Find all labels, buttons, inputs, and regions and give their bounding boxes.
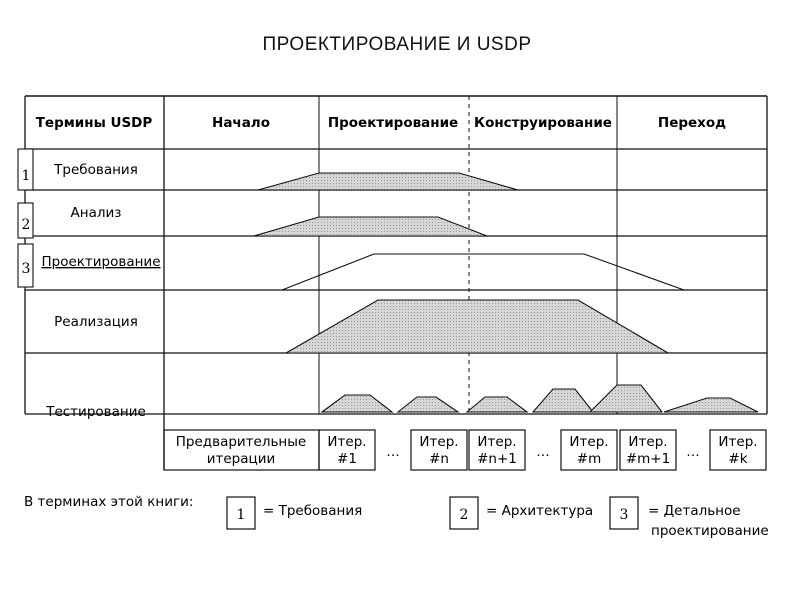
iteration-m-label: Итер. xyxy=(569,434,609,450)
iteration-n-label: Итер. xyxy=(419,434,459,450)
row-number-3: 3 xyxy=(21,261,31,277)
row-label-design: Проектирование xyxy=(41,254,161,270)
testing-hump-2 xyxy=(398,397,458,412)
preliminary-iterations-line2: итерации xyxy=(206,451,276,467)
testing-hump-4 xyxy=(533,389,593,412)
iteration-m1-label: Итер. xyxy=(628,434,668,450)
iteration-n1-number: #n+1 xyxy=(477,451,517,467)
legend-intro: В терминах этой книги: xyxy=(24,494,194,510)
iteration-m-number: #m xyxy=(576,451,602,467)
analysis-hump xyxy=(254,217,487,236)
header-phase-elaboration: Проектирование xyxy=(327,115,459,131)
header-phase-transition: Переход xyxy=(657,115,727,131)
testing-hump-3 xyxy=(467,397,527,412)
legend-text-3-line2: проектирование xyxy=(651,523,769,539)
legend-text-3-line1: = Детальное xyxy=(648,503,741,519)
header-phase-inception: Начало xyxy=(212,115,270,131)
legend-number-3: 3 xyxy=(619,507,629,523)
testing-hump-5 xyxy=(590,385,662,412)
ellipsis-3: … xyxy=(686,444,700,460)
testing-hump-6 xyxy=(664,398,758,412)
ellipsis-1: … xyxy=(386,444,400,460)
iteration-1-number: #1 xyxy=(337,451,357,467)
iteration-1-label: Итер. xyxy=(327,434,367,450)
design-hump xyxy=(282,254,684,290)
row-label-analysis: Анализ xyxy=(70,205,122,221)
iteration-n1-label: Итер. xyxy=(477,434,517,450)
iteration-k-number: #k xyxy=(728,451,748,467)
legend-text-2: = Архитектура xyxy=(486,503,594,519)
testing-hump-1 xyxy=(322,395,392,412)
legend-number-1: 1 xyxy=(236,507,246,523)
iteration-n-number: #n xyxy=(429,451,449,467)
row-label-implementation: Реализация xyxy=(54,314,138,330)
diagram-title: ПРОЕКТИРОВАНИЕ И USDP xyxy=(262,34,532,55)
legend-number-2: 2 xyxy=(459,507,469,523)
ellipsis-2: … xyxy=(536,444,550,460)
iteration-k-label: Итер. xyxy=(718,434,758,450)
legend-text-1: = Требования xyxy=(263,503,363,519)
header-terms: Термины USDP xyxy=(35,115,153,131)
iteration-m1-number: #m+1 xyxy=(625,451,671,467)
row-number-1: 1 xyxy=(21,168,31,184)
implementation-hump xyxy=(286,300,668,353)
row-label-requirements: Требования xyxy=(54,162,138,178)
requirements-hump xyxy=(258,173,518,190)
row-label-testing: Тестирование xyxy=(46,404,146,420)
preliminary-iterations-line1: Предварительные xyxy=(175,434,307,450)
row-number-2: 2 xyxy=(21,217,31,233)
header-phase-construction: Конструирование xyxy=(474,115,612,131)
